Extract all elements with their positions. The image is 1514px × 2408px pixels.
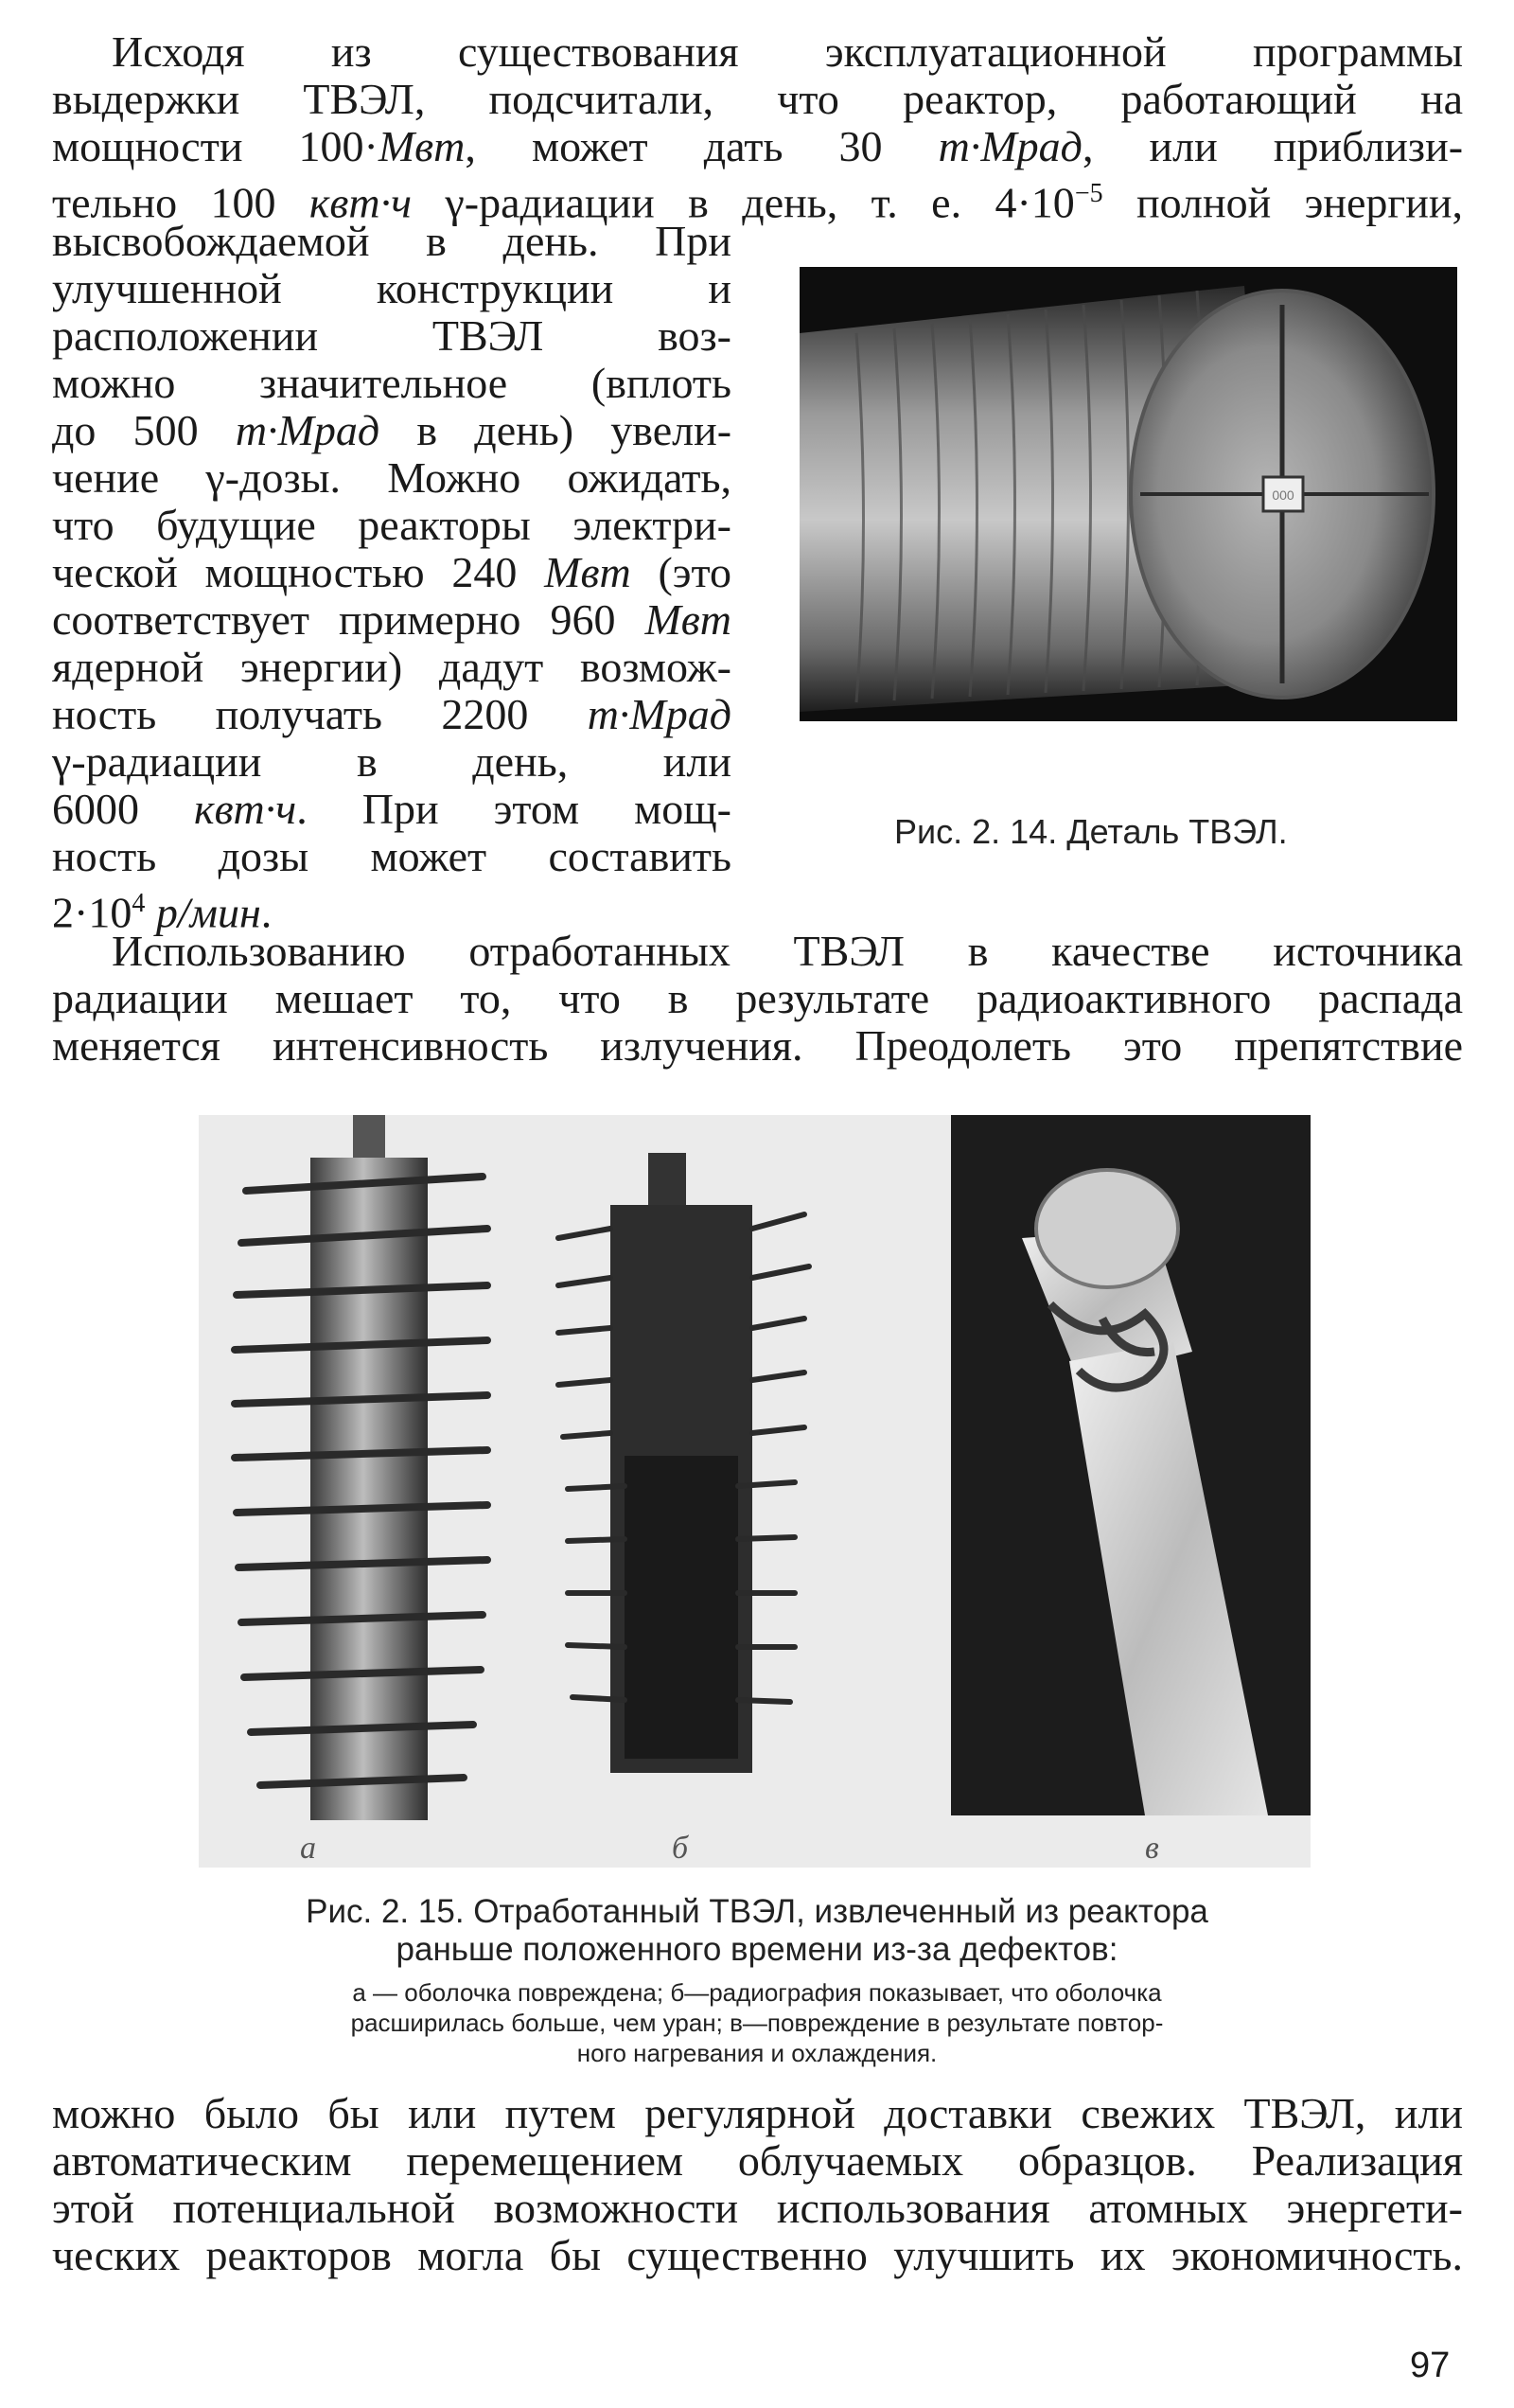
text-span: , или приблизи- [1082, 122, 1464, 170]
text-span: (это [630, 548, 731, 596]
text-span: до 500 [52, 406, 236, 454]
unit-text: квт·ч [308, 178, 413, 227]
figure-2-14-photo [800, 267, 1457, 721]
text-line: ядерной энергии) дадут возмож- [52, 643, 731, 691]
text-line [52, 786, 731, 833]
figure-2-15-caption-line-2: раньше положенного времени из-за дефектов: [396, 1931, 1118, 1968]
text-line [52, 407, 731, 454]
text-span: , может дать 30 [465, 122, 939, 170]
text-line: что будущие реакторы электри- [52, 501, 731, 549]
text-line [52, 123, 1463, 170]
text-line: можно было бы или путем регулярной доставки свежих ТВЭЛ, или [52, 2089, 1463, 2137]
text-line: автоматическим перемещением облучаемых образцов. Реализация [52, 2136, 1463, 2185]
figure-2-15-note-line-3: ного нагревания и охлаждения. [576, 2039, 938, 2067]
figure-2-15-caption-line-1: Рис. 2. 15. Отработанный ТВЭЛ, извлеченный из реактора [306, 1893, 1208, 1930]
label-c: в [1145, 1831, 1159, 1866]
figure-2-15-note-line-1: а — оболочка повреждена; б—радиография показывает, что оболочка [352, 1978, 1162, 2007]
text-span: 2·10 [52, 888, 132, 937]
text-span: . [260, 888, 273, 937]
unit-text: Мвт [644, 595, 731, 644]
text-line [52, 691, 731, 738]
figure-2-15-note-line-2: расширилась больше, чем уран; в—повреждение в результате повтор- [350, 2009, 1164, 2037]
text-line: радиации мешает то, что в результате радиоактивного распада [52, 974, 1463, 1022]
text-span: γ-радиации в день, т. е. 4·10 [412, 178, 1075, 227]
photo-c [951, 1115, 1311, 1815]
text-line: меняется интенсивность излучения. Преодолеть это препятствие [52, 1021, 1463, 1070]
text-span: полной энергии, [1102, 178, 1463, 227]
label-a: а [300, 1831, 316, 1866]
text-line: высвобождаемой в день. При [52, 217, 731, 265]
unit-text: Мвт [544, 548, 631, 596]
unit-text: р/мин [155, 888, 261, 937]
photo-marking-text: 000 [1272, 487, 1294, 503]
text-line [52, 549, 731, 596]
figure-2-15 [199, 1115, 1311, 1868]
text-line: этой потенциальной возможности использования атомных энергети- [52, 2184, 1463, 2232]
text-span: ность получать 2200 [52, 690, 588, 738]
text-span: соответствует примерно 960 [52, 595, 645, 644]
label-b: б [672, 1831, 689, 1866]
fuel-element-detail-image [800, 267, 1457, 721]
text-span: тельно 100 [52, 178, 309, 227]
text-line: γ-радиации в день, или [52, 737, 731, 786]
text-line [52, 596, 731, 644]
unit-text: т·Мрад [235, 406, 380, 454]
text-span: . При этом мощ- [296, 785, 731, 833]
text-line: чение γ-дозы. Можно ожидать, [52, 453, 731, 502]
text-line: Использованию отработанных ТВЭЛ в качестве источника [112, 927, 1463, 975]
exponent: −5 [1074, 179, 1103, 208]
text-line: ность дозы может составить [52, 832, 731, 880]
exponent: 4 [132, 889, 146, 918]
unit-text: т·Мрад [938, 122, 1083, 170]
text-span: в день) увели- [379, 406, 732, 454]
text-line: расположении ТВЭЛ воз- [52, 311, 731, 360]
unit-text: Мвт [378, 122, 466, 170]
spent-fuel-element-images [199, 1115, 1311, 1868]
text-line: можно значительное (вплоть [52, 359, 731, 407]
text-line: улучшенной конструкции и [52, 264, 731, 312]
text-line: выдержки ТВЭЛ, подсчитали, что реактор, работающий на [52, 75, 1463, 123]
unit-text: квт·ч [194, 785, 297, 833]
text-line: ческих реакторов могла бы существенно улучшить их экономичность. [52, 2231, 1463, 2279]
text-span: мощности 100· [52, 122, 378, 170]
figure-2-14-caption: Рис. 2. 14. Деталь ТВЭЛ. [894, 812, 1288, 851]
text-span: ческой мощностью 240 [52, 548, 545, 596]
unit-text: т·Мрад [587, 690, 731, 738]
text-line: Исходя из существования эксплуатационной программы [112, 27, 1463, 76]
page-number: 97 [1410, 2346, 1451, 2385]
text-span: 6000 [52, 785, 195, 833]
